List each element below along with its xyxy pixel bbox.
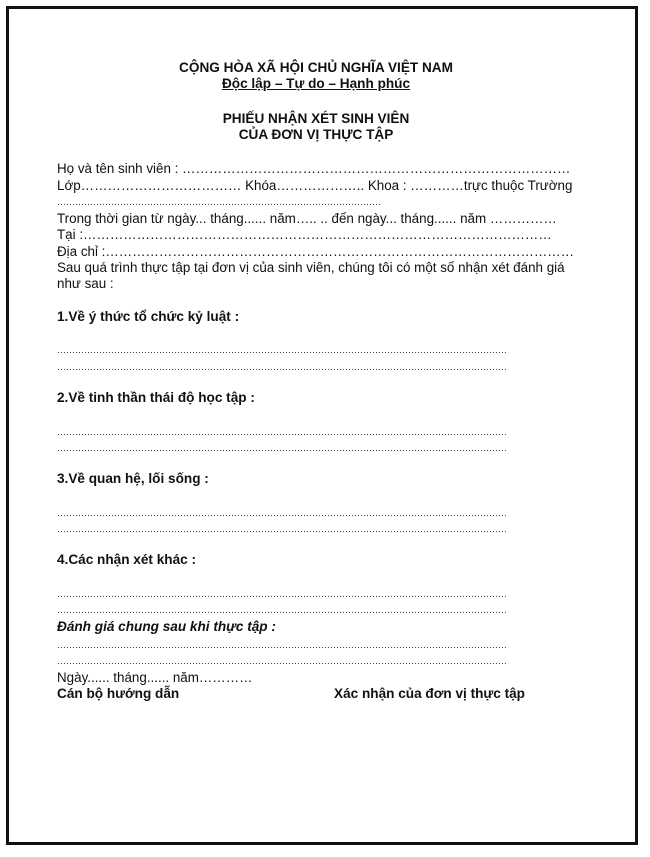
motto: Độc lập – Tự do – Hạnh phúc (221, 76, 411, 91)
country-name: CỘNG HÒA XÃ HỘI CHỦ NGHĨA VIỆT NAM (179, 60, 453, 75)
answer-line-discipline-1[interactable]: …………………………………………………………………………………………………………………………………… (57, 345, 507, 355)
answer-line-overall-1[interactable]: …………………………………………………………………………………………………………………………………… (57, 640, 507, 650)
section-title-relations: 3.Về quan hệ, lối sống : (57, 471, 209, 486)
answer-line-attitude-1[interactable]: …………………………………………………………………………………………………………………………………… (57, 427, 507, 437)
address-field[interactable]: Địa chỉ :…………………………………………………………………………………………… (57, 244, 575, 259)
intro-text-cont: như sau : (57, 276, 114, 291)
intro-text: Sau quá trình thực tập tại đơn vị của sinh viên, chúng tôi có một số nhận xét đánh giá (57, 260, 565, 275)
answer-line-relations-2[interactable]: …………………………………………………………………………………………………………………………………… (57, 524, 507, 534)
section-title-discipline: 1.Về ý thức tổ chức kỷ luật : (57, 309, 240, 324)
answer-line-attitude-2[interactable]: …………………………………………………………………………………………………………………………………… (57, 443, 507, 453)
form-title: PHIẾU NHẬN XÉT SINH VIÊN (222, 111, 410, 126)
signature-supervisor-label: Cán bộ hướng dẫn (57, 686, 180, 701)
class-field[interactable]: Lớp……………………………… Khóa……………….. Khoa : …………trực thuộc Trường (57, 178, 573, 193)
answer-line-relations-1[interactable]: …………………………………………………………………………………………………………………………………… (57, 508, 507, 518)
location-field[interactable]: Tại :…………………………………………………………………………………………… (57, 227, 552, 242)
class-field-continuation[interactable]: ……………………………………………………………………………………………… (57, 197, 381, 207)
answer-line-discipline-2[interactable]: …………………………………………………………………………………………………………………………………… (57, 362, 507, 372)
period-field[interactable]: Trong thời gian từ ngày... tháng...... năm….. .. đến ngày... tháng...... năm …………… (57, 211, 557, 226)
form-subtitle: CỦA ĐƠN VỊ THỰC TẬP (238, 127, 394, 142)
answer-line-overall-2[interactable]: …………………………………………………………………………………………………………………………………… (57, 656, 507, 666)
date-field[interactable]: Ngày...... tháng...... năm………… (57, 670, 253, 685)
section-title-attitude: 2.Về tinh thần thái độ học tập : (57, 390, 255, 405)
section-title-other: 4.Các nhận xét khác : (57, 552, 197, 567)
answer-line-other-1[interactable]: …………………………………………………………………………………………………………………………………… (57, 589, 507, 599)
answer-line-other-2[interactable]: …………………………………………………………………………………………………………………………………… (57, 605, 507, 615)
overall-evaluation-title: Đánh giá chung sau khi thực tập : (57, 619, 276, 634)
signature-unit-label: Xác nhận của đơn vị thực tập (334, 686, 525, 701)
student-name-field[interactable]: Họ và tên sinh viên : …………………………………………………………………………… (57, 161, 571, 176)
